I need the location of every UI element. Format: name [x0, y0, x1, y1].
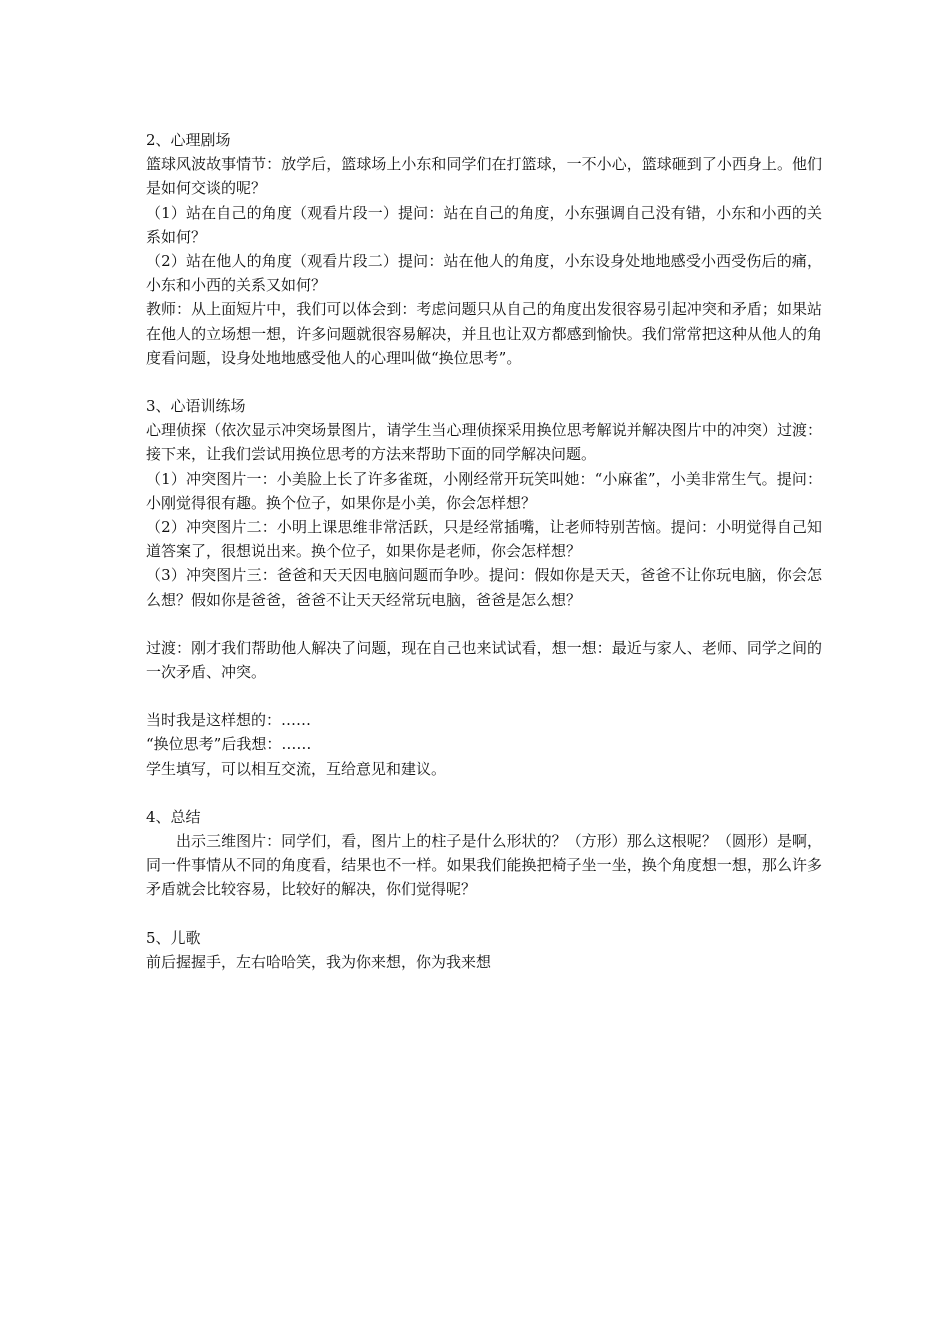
paragraph: （2）站在他人的角度（观看片段二）提问：站在他人的角度，小东设身处地地感受小西受伤后的痛，小东和小西的关系又如何？: [146, 252, 822, 295]
section-transition: [146, 636, 822, 684]
document-page: [146, 128, 822, 974]
paragraph: 前后握握手，左右哈哈笑，我为你来想，你为我来想: [146, 952, 492, 971]
paragraph: 篮球风波故事情节：放学后，篮球场上小东和同学们在打篮球，一不小心，篮球砸到了小西身上。他们是如何交谈的呢？: [146, 155, 822, 198]
paragraph: 学生填写，可以相互交流，互给意见和建议。: [146, 759, 447, 778]
paragraph: “换位思考”后我想：……: [146, 735, 312, 754]
paragraph: （1）冲突图片一：小美脸上长了许多雀斑，小刚经常开玩笑叫她：“小麻雀”，小美非常生气。提问：小刚觉得很有趣。换个位子，如果你是小美，你会怎样想？: [146, 469, 822, 512]
section-heading: 3、心语训练场: [146, 397, 246, 416]
section-fill-in: [146, 708, 822, 781]
section-heading: 4、总结: [146, 807, 201, 826]
section-heading: 5、儿歌: [146, 928, 201, 947]
paragraph: 当时我是这样想的：……: [146, 711, 312, 730]
paragraph: （3）冲突图片三：爸爸和天天因电脑问题而争吵。提问：假如你是天天，爸爸不让你玩电脑，你会怎么想？假如你是爸爸，爸爸不让天天经常玩电脑，爸爸是怎么想？: [146, 566, 822, 609]
section-training: [146, 394, 822, 612]
paragraph: 教师：从上面短片中，我们可以体会到：考虑问题只从自己的角度出发很容易引起冲突和矛盾；如果站在他人的立场想一想，许多问题就很容易解决，并且也让双方都感到愉快。我们常常把这种从他人的角度看问题，设身处地地感受他人的心理叫做“换位思考”。: [146, 300, 822, 367]
paragraph: 过渡：刚才我们帮助他人解决了问题，现在自己也来试试看，想一想：最近与家人、老师、同学之间的一次矛盾、冲突。: [146, 638, 822, 682]
paragraph: 出示三维图片：同学们，看，图片上的柱子是什么形状的？（方形）那么这根呢？（圆形）是啊，同一件事情从不同的角度看，结果也不一样。如果我们能换把椅子坐一坐，换个角度想一想，那么许多矛盾就会比较容易，比较好的解决，你们觉得呢？: [146, 832, 822, 899]
section-summary: [146, 805, 822, 902]
paragraph: 心理侦探（依次显示冲突场景图片，请学生当心理侦探采用换位思考解说并解决图片中的冲突）过渡：接下来，让我们尝试用换位思考的方法来帮助下面的同学解决问题。: [146, 421, 822, 464]
paragraph: （2）冲突图片二：小明上课思维非常活跃，只是经常插嘴，让老师特别苦恼。提问：小明觉得自己知道答案了，很想说出来。换个位子，如果你是老师，你会怎样想？: [146, 518, 822, 561]
paragraph: （1）站在自己的角度（观看片段一）提问：站在自己的角度，小东强调自己没有错，小东和小西的关系如何？: [146, 203, 822, 246]
section-nursery-rhyme: [146, 926, 822, 974]
section-heading: 2、心理剧场: [146, 131, 231, 149]
section-psych-theater: [146, 128, 822, 370]
